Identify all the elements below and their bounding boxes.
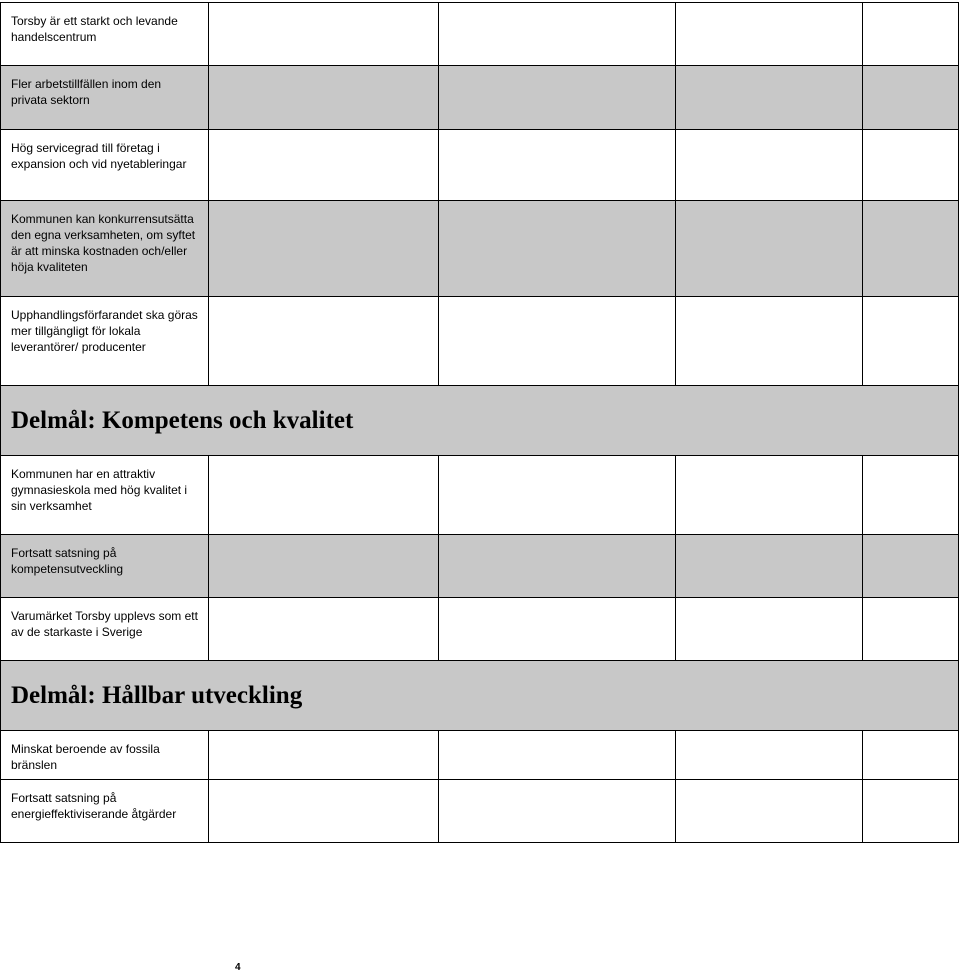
- empty-cell: [676, 598, 863, 661]
- empty-cell: [863, 297, 959, 386]
- goals-table: [0, 2, 959, 843]
- empty-cell: [439, 731, 676, 780]
- empty-cell: [676, 731, 863, 780]
- empty-cell: [676, 3, 863, 66]
- table-row: [1, 780, 959, 843]
- table-row: [1, 297, 959, 386]
- empty-cell: [439, 456, 676, 535]
- section-header-row: [1, 661, 959, 731]
- empty-cell: [863, 535, 959, 598]
- empty-cell: [863, 130, 959, 201]
- empty-cell: [439, 297, 676, 386]
- empty-cell: [676, 535, 863, 598]
- empty-cell: [439, 780, 676, 843]
- table-row: [1, 535, 959, 598]
- empty-cell: [439, 201, 676, 297]
- empty-cell: [863, 201, 959, 297]
- row-label: Kommunen har en attraktiv gymnasieskola med hög kvalitet i sin verksamhet: [1, 456, 209, 535]
- empty-cell: [439, 66, 676, 130]
- empty-cell: [209, 456, 439, 535]
- empty-cell: [439, 130, 676, 201]
- empty-cell: [676, 297, 863, 386]
- section-header-row: [1, 386, 959, 456]
- table-row: [1, 3, 959, 66]
- empty-cell: [863, 456, 959, 535]
- page-number: 4: [235, 962, 241, 973]
- empty-cell: [863, 66, 959, 130]
- empty-cell: [209, 598, 439, 661]
- section-title: Delmål: Kompetens och kvalitet: [11, 406, 354, 434]
- table-row: [1, 598, 959, 661]
- section-header: [1, 661, 959, 731]
- empty-cell: [676, 201, 863, 297]
- row-label: Fortsatt satsning på kompetensutveckling: [1, 535, 209, 598]
- empty-cell: [676, 456, 863, 535]
- empty-cell: [863, 598, 959, 661]
- section-title: Delmål: Hållbar utveckling: [11, 681, 303, 709]
- row-label: Hög servicegrad till företag i expansion och vid nyetableringar: [1, 130, 209, 201]
- empty-cell: [676, 130, 863, 201]
- table-row: [1, 130, 959, 201]
- row-label: Varumärket Torsby upplevs som ett av de starkaste i Sverige: [1, 598, 209, 661]
- empty-cell: [439, 535, 676, 598]
- row-label: Upphandlingsförfarandet ska göras mer tillgängligt för lokala leverantörer/ producenter: [1, 297, 209, 386]
- empty-cell: [209, 130, 439, 201]
- table-row: [1, 201, 959, 297]
- table-row: [1, 456, 959, 535]
- row-label: Fler arbetstillfällen inom den privata sektorn: [1, 66, 209, 130]
- empty-cell: [863, 3, 959, 66]
- empty-cell: [863, 780, 959, 843]
- empty-cell: [209, 3, 439, 66]
- table-row: [1, 731, 959, 780]
- empty-cell: [209, 731, 439, 780]
- row-label: Torsby är ett starkt och levande handelscentrum: [1, 3, 209, 66]
- row-label: Minskat beroende av fossila bränslen: [1, 731, 209, 780]
- section-header: [1, 386, 959, 456]
- empty-cell: [209, 535, 439, 598]
- empty-cell: [676, 780, 863, 843]
- empty-cell: [209, 297, 439, 386]
- empty-cell: [439, 598, 676, 661]
- row-label: Fortsatt satsning på energieffektiviserande åtgärder: [1, 780, 209, 843]
- empty-cell: [209, 66, 439, 130]
- row-label: Kommunen kan konkurrensutsätta den egna verksamheten, om syftet är att minska kostnaden och/eller höja kvaliteten: [1, 201, 209, 297]
- empty-cell: [863, 731, 959, 780]
- empty-cell: [209, 780, 439, 843]
- empty-cell: [209, 201, 439, 297]
- table-row: [1, 66, 959, 130]
- empty-cell: [439, 3, 676, 66]
- empty-cell: [676, 66, 863, 130]
